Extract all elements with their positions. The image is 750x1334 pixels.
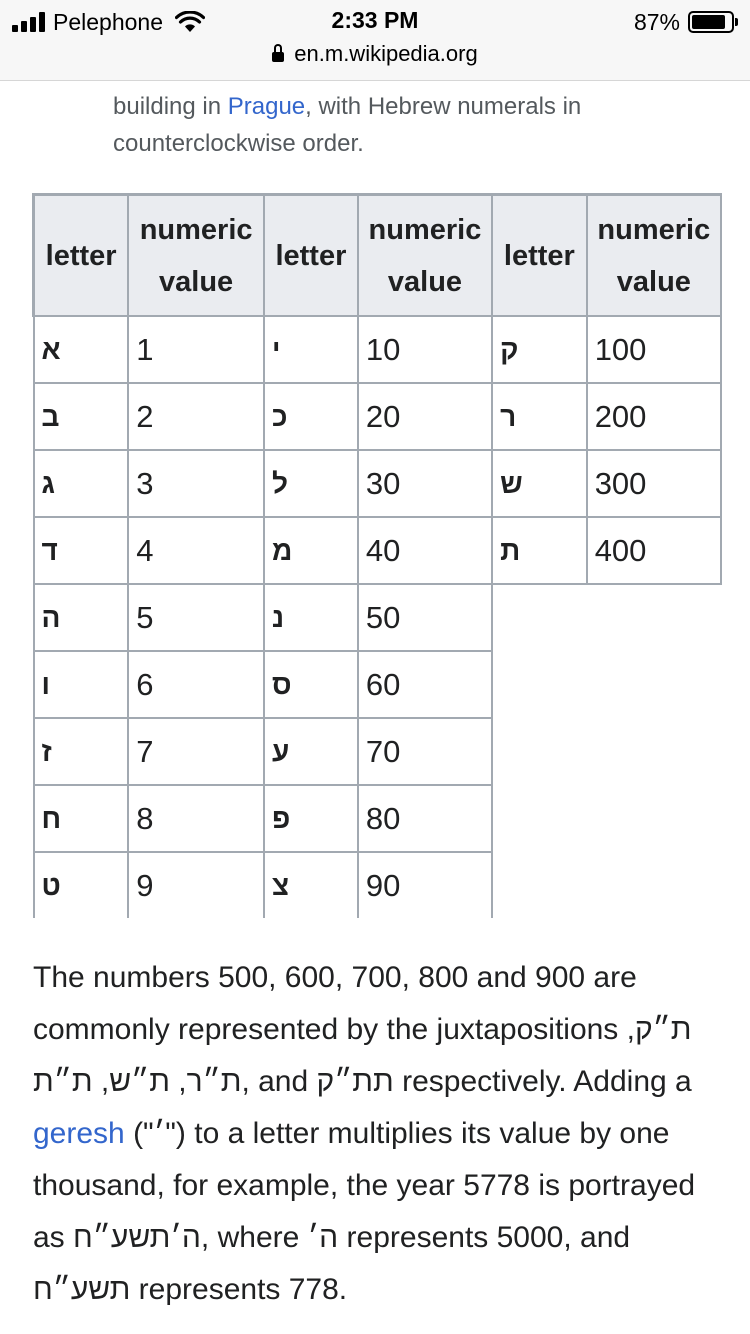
table-cell-letter: פ [264,785,358,852]
battery-tip [735,18,738,26]
status-left [12,8,205,36]
table-cell-letter: ל [264,450,358,517]
table-cell-value: 90 [358,852,492,918]
table-cell-value: 7 [128,718,264,785]
header-value-2: numeric value [358,195,492,317]
wifi-icon [175,11,205,33]
table-cell-value: 300 [587,450,721,517]
body-paragraph [33,952,723,1316]
para-part4: ("׳") to a letter multiplies its value by one thousand, for example, the year 5778 is portrayed as [33,1117,696,1254]
table-cell-value: 20 [358,383,492,450]
table-body [34,316,722,918]
header-letter-2: letter [264,195,358,317]
table-cell-empty [492,584,721,651]
carrier-name: Pelephone [53,8,163,35]
battery-icon [688,11,734,33]
para-part5: , where [200,1221,308,1254]
caption-text-after: , with Hebrew numerals in counterclockwise order. [113,93,582,157]
table-row [34,718,722,785]
table-row [34,517,722,584]
table-cell-empty [492,651,721,718]
hebrew-numerals-table [32,193,722,918]
table-cell-value: 1 [128,316,264,383]
para-hebrew-list: ת״ק, ת״ר, ת״ש, ת״ת [33,1013,692,1098]
para-hebrew-900: תת״ק [316,1065,394,1098]
header-letter-1: letter [34,195,129,317]
table-cell-value: 100 [587,316,721,383]
table-header-row [34,195,722,317]
table-cell-value: 8 [128,785,264,852]
table-cell-value: 80 [358,785,492,852]
table-cell-letter: ר [492,383,587,450]
signal-strength-icon [12,12,45,32]
table-cell-value: 3 [128,450,264,517]
table-cell-letter: ב [34,383,129,450]
table-cell-value: 50 [358,584,492,651]
caption-text-before: building in [113,93,228,120]
para-hebrew-year: ה׳תשע״ח [73,1221,201,1254]
para-part7: represents 778. [130,1273,348,1306]
table-cell-value: 30 [358,450,492,517]
table-cell-value: 9 [128,852,264,918]
table-cell-value: 70 [358,718,492,785]
table-cell-letter: מ [264,517,358,584]
url-bar[interactable] [0,38,750,70]
table-row [34,651,722,718]
table-cell-empty [492,718,721,785]
para-hebrew-778: תשע״ח [33,1273,131,1306]
battery-percent: 87% [633,8,680,35]
table-cell-value: 10 [358,316,492,383]
table-cell-empty [492,852,721,918]
table-cell-letter: ג [34,450,129,517]
table-cell-letter: א [34,316,129,383]
table-cell-letter: י [264,316,358,383]
para-part2: , and [241,1065,317,1098]
header-letter-3: letter [492,195,587,317]
geresh-link[interactable]: geresh [33,1117,125,1150]
para-part3: respectively. Adding a [393,1065,692,1098]
table-cell-letter: ת [492,517,587,584]
table-cell-letter: ע [264,718,358,785]
table-row [34,383,722,450]
table-cell-value: 2 [128,383,264,450]
para-part6: represents 5000, and [338,1221,631,1254]
table-cell-value: 5 [128,584,264,651]
table-row [34,316,722,383]
table-cell-value: 40 [358,517,492,584]
table-cell-letter: ו [34,651,129,718]
table-cell-value: 200 [587,383,721,450]
header-value-3: numeric value [587,195,721,317]
table-cell-letter: צ [264,852,358,918]
image-caption [113,88,713,162]
table-cell-letter: כ [264,383,358,450]
table-cell-value: 60 [358,651,492,718]
table-cell-value: 400 [587,517,721,584]
table-cell-letter: ק [492,316,587,383]
table-cell-empty [492,785,721,852]
numerals-table-scroll[interactable] [32,193,722,918]
table-cell-letter: ח [34,785,129,852]
battery-fill [692,15,725,29]
table-row [34,450,722,517]
para-hebrew-5000: ה׳ [307,1221,339,1254]
para-part1: The numbers 500, 600, 700, 800 and 900 are commonly represented by the juxtapositions [33,961,637,1046]
header-value-1: numeric value [128,195,264,317]
table-row [34,584,722,651]
url-text[interactable]: en.m.wikipedia.org [294,41,478,66]
table-cell-letter: ד [34,517,129,584]
status-right [634,8,738,36]
table-row [34,852,722,918]
table-cell-letter: ס [264,651,358,718]
table-cell-letter: ש [492,450,587,517]
table-cell-letter: ט [34,852,129,918]
table-cell-letter: ז [34,718,129,785]
table-cell-letter: ה [34,584,129,651]
table-cell-value: 4 [128,517,264,584]
table-cell-letter: נ [264,584,358,651]
lock-icon [272,47,284,63]
prague-link[interactable]: Prague [227,93,306,120]
table-cell-value: 6 [128,651,264,718]
table-row [34,785,722,852]
status-bar [0,0,750,81]
clock: 2:33 PM [331,7,419,33]
